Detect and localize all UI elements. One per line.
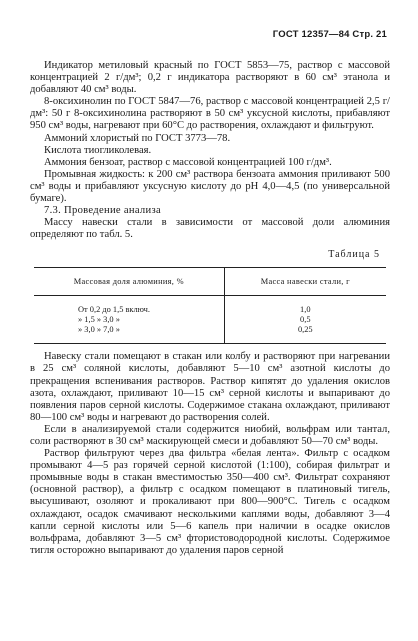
table-cell: 1,0	[300, 304, 311, 314]
section-intro: Массу навески стали в зависимости от массовой доли алюминия определяют по табл. 5.	[30, 217, 390, 241]
table-cell: 0,25	[224, 325, 386, 344]
document-body	[30, 60, 390, 557]
table-row	[34, 295, 386, 315]
table-5	[34, 267, 386, 345]
table-row	[34, 315, 386, 325]
column-header: Масса навески стали, г	[224, 267, 386, 295]
paragraph: Аммония бензоат, раствор с массовой концентрацией 100 г/дм³.	[44, 156, 332, 168]
paragraph: Кислота тиогликолевая.	[44, 144, 152, 156]
paragraph: 8-оксихинолин по ГОСТ 5847—76, раствор с массовой концентрацией 2,5 г/дм³: 50 г 8-оксихинолина растворяют в 50 см³ уксусной кислоты, прибавляют 950 см³ воды, нагревают при 60°С до растворения, охлаждают и фильтруют.	[30, 96, 390, 132]
paragraph: Если в анализируемой стали содержится ниобий, вольфрам или тантал, соли растворяют в 30 см³ маскирующей смеси и добавляют 50—70 см³ воды.	[30, 423, 390, 447]
paragraph: Аммоний хлористый по ГОСТ 3773—78.	[44, 132, 231, 144]
section-heading: 7.3. Проведение анализа	[44, 205, 161, 217]
table-row	[34, 325, 386, 344]
table-cell: 0,5	[300, 314, 311, 324]
table-cell: » 1,5 » 3,0 »	[34, 315, 224, 325]
paragraph: Навеску стали помещают в стакан или колбу и растворяют при нагревании в 25 см³ соляной кислоты, добавляют 5—10 см³ азотной кислоты до прекращения вспенивания растворов. Раствор кипятят до удаления окислов азота, охлаждают, приливают 10—15 см³ серной кислоты и выпаривают до появления паров серной кислоты. Содержимое стакана охлаждают, приливают 80—100 см³ воды и нагревают до растворения солей.	[30, 351, 390, 423]
paragraph: Промывная жидкость: к 200 см³ раствора бензоата аммония приливают 500 см³ воды и прибавляют уксусную кислоту до рН 4,0—4,5 (по универсальной бумаге).	[30, 168, 390, 205]
paragraph: Индикатор метиловый красный по ГОСТ 5853—75, раствор с массовой концентрацией 2 г/дм³; 0,2 г индикатора растворяют в 60 см³ этанола и добавляют 40 см³ воды.	[30, 60, 390, 96]
table-cell: » 3,0 » 7,0 »	[34, 325, 224, 344]
table-header-row	[34, 267, 386, 295]
procedure-text	[30, 351, 390, 557]
paragraph: Раствор фильтруют через два фильтра «белая лента». Фильтр с осадком промывают 4—5 раз горячей серной кислотой (1:100), собирая фильтрат и промывные воды в стакан вместимостью 350—400 см³. Фильтрат сохраняют (основной раствор), а фильтр с осадком помещают в платиновый тигель, высушивают, озоляют и прокаливают при 800—900°С. Тигель с осадком охлаждают, осадок смачивают несколькими каплями воды, добавляют 3—4 капли серной кислоты или 5—6 капель при наличии в осадке окислов вольфрама, добавляют 3—5 см³ фтористоводородной кислоты. Содержимое тигля осторожно выпаривают до удаления паров серной	[30, 448, 390, 556]
column-header: Массовая доля алюминия, %	[34, 267, 224, 295]
table-title: Таблица 5	[328, 249, 380, 261]
page-header: ГОСТ 12357—84 Стр. 21	[272, 29, 387, 40]
table-cell: От 0,2 до 1,5 включ.	[34, 295, 224, 315]
